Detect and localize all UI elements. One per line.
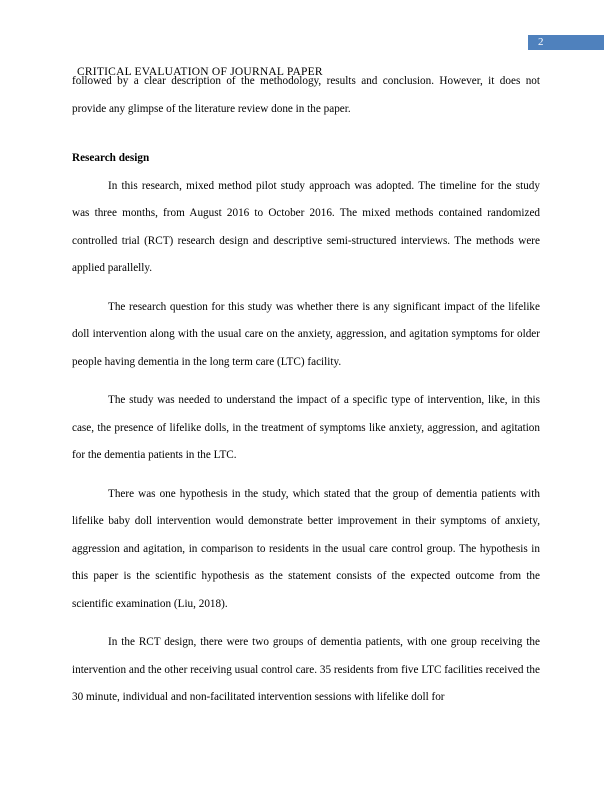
paragraph-3: The study was needed to understand the impact of a specific type of intervention, like, in this case, the presence of lifelike dolls, in the treatment of symptoms like anxiety, aggression, and agitation for the dementia patients in the LTC. <box>72 394 540 461</box>
spacer <box>72 123 540 134</box>
spacer <box>72 134 540 145</box>
page-number: 2 <box>528 35 604 50</box>
intro-paragraph: followed by a clear description of the methodology, results and conclusion. However, it does not provide any glimpse of the literature review done in the paper. <box>72 75 540 115</box>
paragraph-5: In the RCT design, there were two groups of dementia patients, with one group receiving the intervention and the other receiving usual control care. 35 residents from five LTC facilities received the 30 minute, individual and non-facilitated intervention sessions with lifelike doll for <box>72 636 540 703</box>
section-heading: Research design <box>72 152 150 164</box>
spacer <box>72 283 540 294</box>
spacer <box>72 618 540 629</box>
paragraph-4: There was one hypothesis in the study, which stated that the group of dementia patients with lifelike baby doll intervention would demonstrate better improvement in their symptoms of anxiety, aggression and agitation, in comparison to residents in the usual care control group. The hypothesis in this paper is the scientific hypothesis as the statement consists of the expected outcome from the scientific examination (Liu, 2018). <box>72 487 540 610</box>
spacer <box>72 470 540 481</box>
paragraph-1: In this research, mixed method pilot study approach was adopted. The timeline for the study was three months, from August 2016 to October 2016. The mixed methods contained randomized controlled trial (RCT) research design and descriptive semi-structured interviews. The methods were applied parallelly. <box>72 179 540 274</box>
document-body <box>72 68 540 712</box>
paragraph-2: The research question for this study was whether there is any significant impact of the lifelike doll intervention along with the usual care on the anxiety, aggression, and agitation symptoms for older people having dementia in the long term care (LTC) facility. <box>72 300 540 368</box>
running-head: CRITICAL EVALUATION OF JOURNAL PAPER <box>77 66 323 78</box>
spacer <box>72 376 540 387</box>
